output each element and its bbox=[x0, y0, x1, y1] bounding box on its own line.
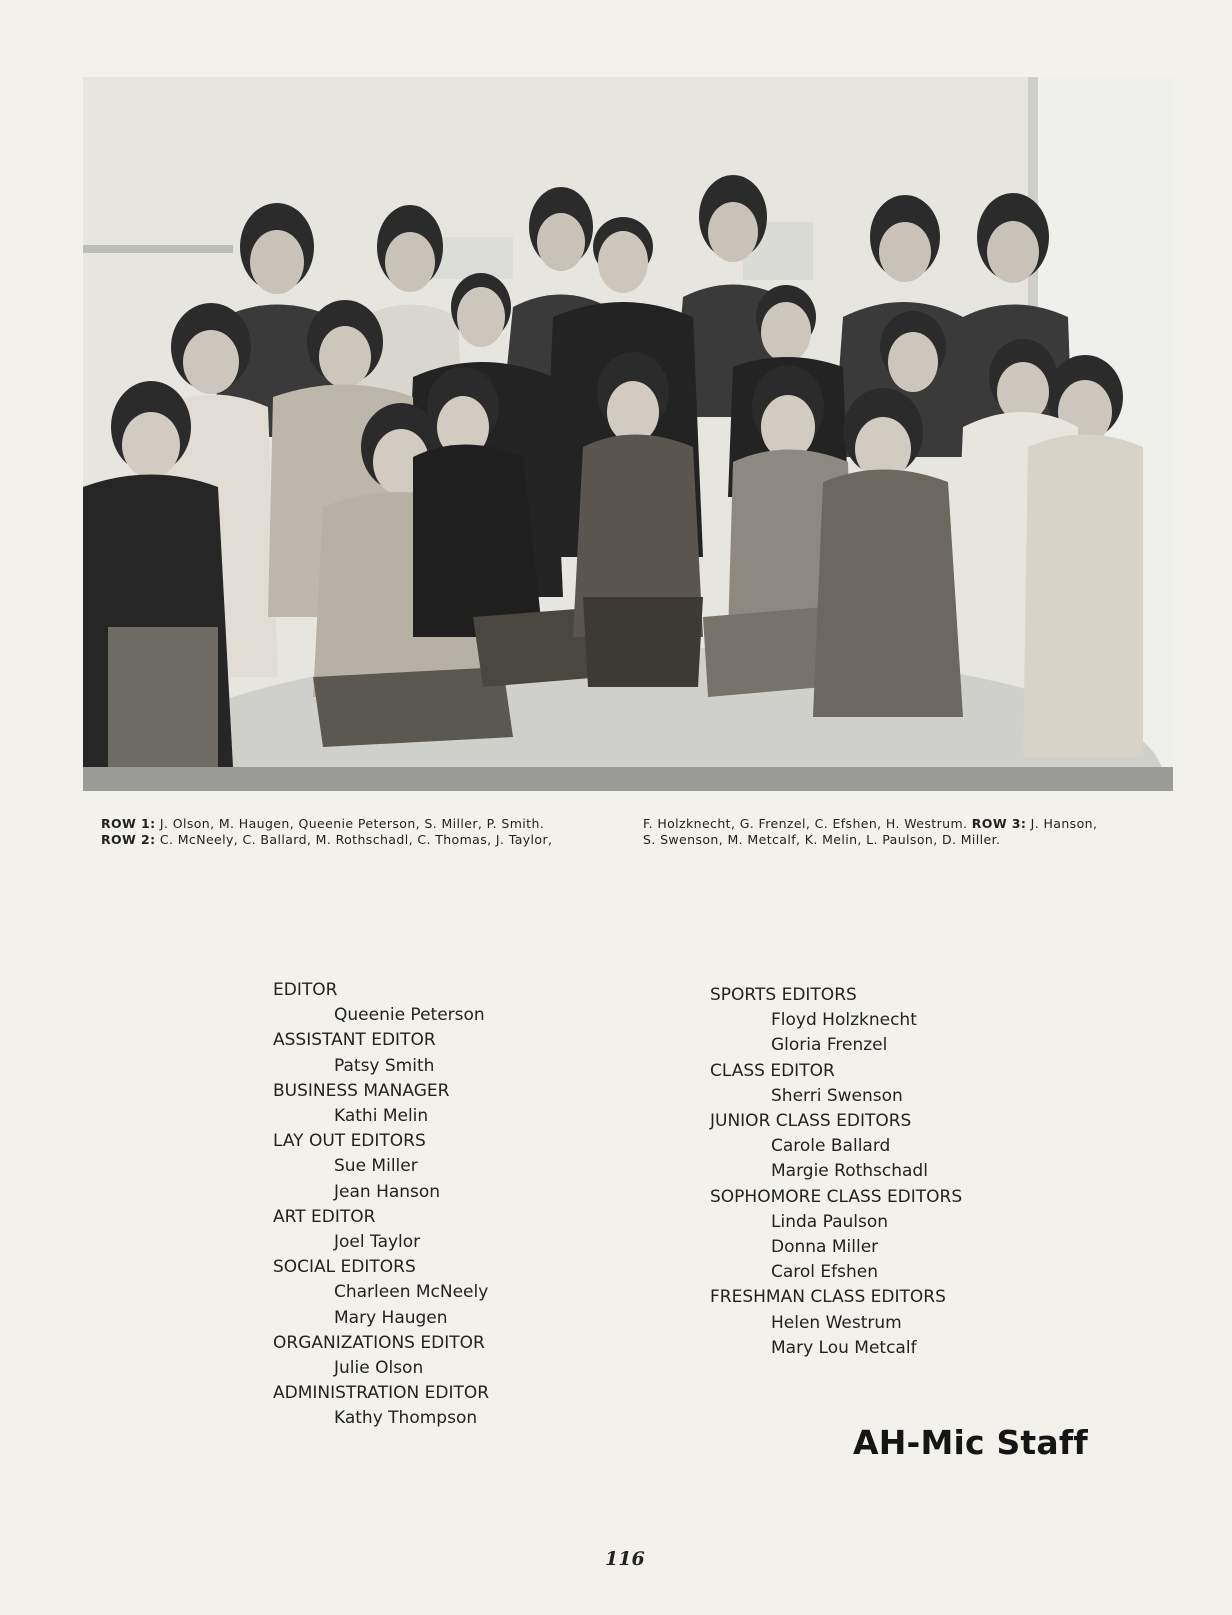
caption-row-3-names-a: J. Hanson, bbox=[1030, 816, 1098, 831]
staff-role: CLASS EDITOR bbox=[710, 1060, 835, 1081]
staff-member: Kathi Melin bbox=[334, 1106, 429, 1127]
staff-role: ADMINISTRATION EDITOR bbox=[273, 1383, 490, 1404]
group-photo bbox=[83, 77, 1173, 791]
staff-role: ASSISTANT EDITOR bbox=[273, 1030, 436, 1051]
photo-caption-right bbox=[643, 816, 1163, 848]
staff-role: BUSINESS MANAGER bbox=[273, 1080, 450, 1101]
page-title: AH-Mic Staff bbox=[853, 1423, 1088, 1462]
caption-row-3 bbox=[643, 832, 1163, 848]
staff-role: ORGANIZATIONS EDITOR bbox=[273, 1332, 485, 1353]
staff-role: SPORTS EDITORS bbox=[710, 985, 857, 1005]
staff-member: Donna Miller bbox=[771, 1237, 879, 1258]
staff-member: Floyd Holzknecht bbox=[771, 1010, 917, 1031]
caption-row-2 bbox=[101, 832, 621, 848]
caption-row-3-label: ROW 3: bbox=[971, 816, 1027, 831]
staff-member: Queenie Peterson bbox=[334, 1005, 485, 1026]
staff-member: Sherri Swenson bbox=[771, 1085, 903, 1106]
staff-member: Kathy Thompson bbox=[334, 1408, 478, 1429]
staff-role: EDITOR bbox=[273, 980, 338, 1000]
staff-member: Carol Efshen bbox=[771, 1262, 879, 1283]
staff-list-left bbox=[273, 978, 489, 1432]
staff-role: SOPHOMORE CLASS EDITORS bbox=[710, 1186, 963, 1207]
caption-row-1-label: ROW 1: bbox=[101, 816, 156, 831]
caption-continued-names: F. Holzknecht, G. Frenzel, C. Efshen, H. Westrum. bbox=[643, 816, 968, 831]
staff-role: LAY OUT EDITORS bbox=[273, 1131, 426, 1152]
page-number: 116 bbox=[605, 1548, 645, 1570]
staff-role: ART EDITOR bbox=[273, 1206, 376, 1227]
staff-member: Julie Olson bbox=[334, 1358, 424, 1379]
caption-row-2-continued bbox=[643, 816, 1163, 832]
caption-row-1 bbox=[101, 816, 621, 832]
staff-member: Charleen McNeely bbox=[334, 1282, 489, 1303]
staff-member: Margie Rothschadl bbox=[771, 1161, 928, 1182]
staff-member: Mary Lou Metcalf bbox=[771, 1337, 917, 1358]
staff-role: SOCIAL EDITORS bbox=[273, 1257, 416, 1278]
staff-role: FRESHMAN CLASS EDITORS bbox=[710, 1287, 946, 1308]
caption-row-2-label: ROW 2: bbox=[101, 832, 156, 847]
staff-member: Linda Paulson bbox=[771, 1211, 889, 1232]
caption-row-1-names: J. Olson, M. Haugen, Queenie Peterson, S. Miller, P. Smith. bbox=[159, 816, 545, 831]
caption-row-3-names-b: S. Swenson, M. Metcalf, K. Melin, L. Paulson, D. Miller. bbox=[643, 832, 1001, 847]
staff-member: Gloria Frenzel bbox=[771, 1035, 888, 1056]
caption-row-2-names: C. McNeely, C. Ballard, M. Rothschadl, C. Thomas, J. Taylor, bbox=[159, 832, 553, 847]
staff-member: Mary Haugen bbox=[334, 1307, 448, 1328]
staff-member: Patsy Smith bbox=[334, 1055, 435, 1076]
staff-role: JUNIOR CLASS EDITORS bbox=[710, 1111, 912, 1132]
staff-member: Joel Taylor bbox=[334, 1232, 421, 1253]
staff-list-right bbox=[710, 983, 962, 1361]
staff-member: Helen Westrum bbox=[771, 1312, 902, 1333]
staff-member: Jean Hanson bbox=[334, 1181, 441, 1202]
staff-member: Sue Miller bbox=[334, 1156, 418, 1177]
photo-caption-left bbox=[101, 816, 621, 848]
staff-member: Carole Ballard bbox=[771, 1136, 891, 1157]
group-photo-illustration bbox=[83, 77, 1173, 791]
